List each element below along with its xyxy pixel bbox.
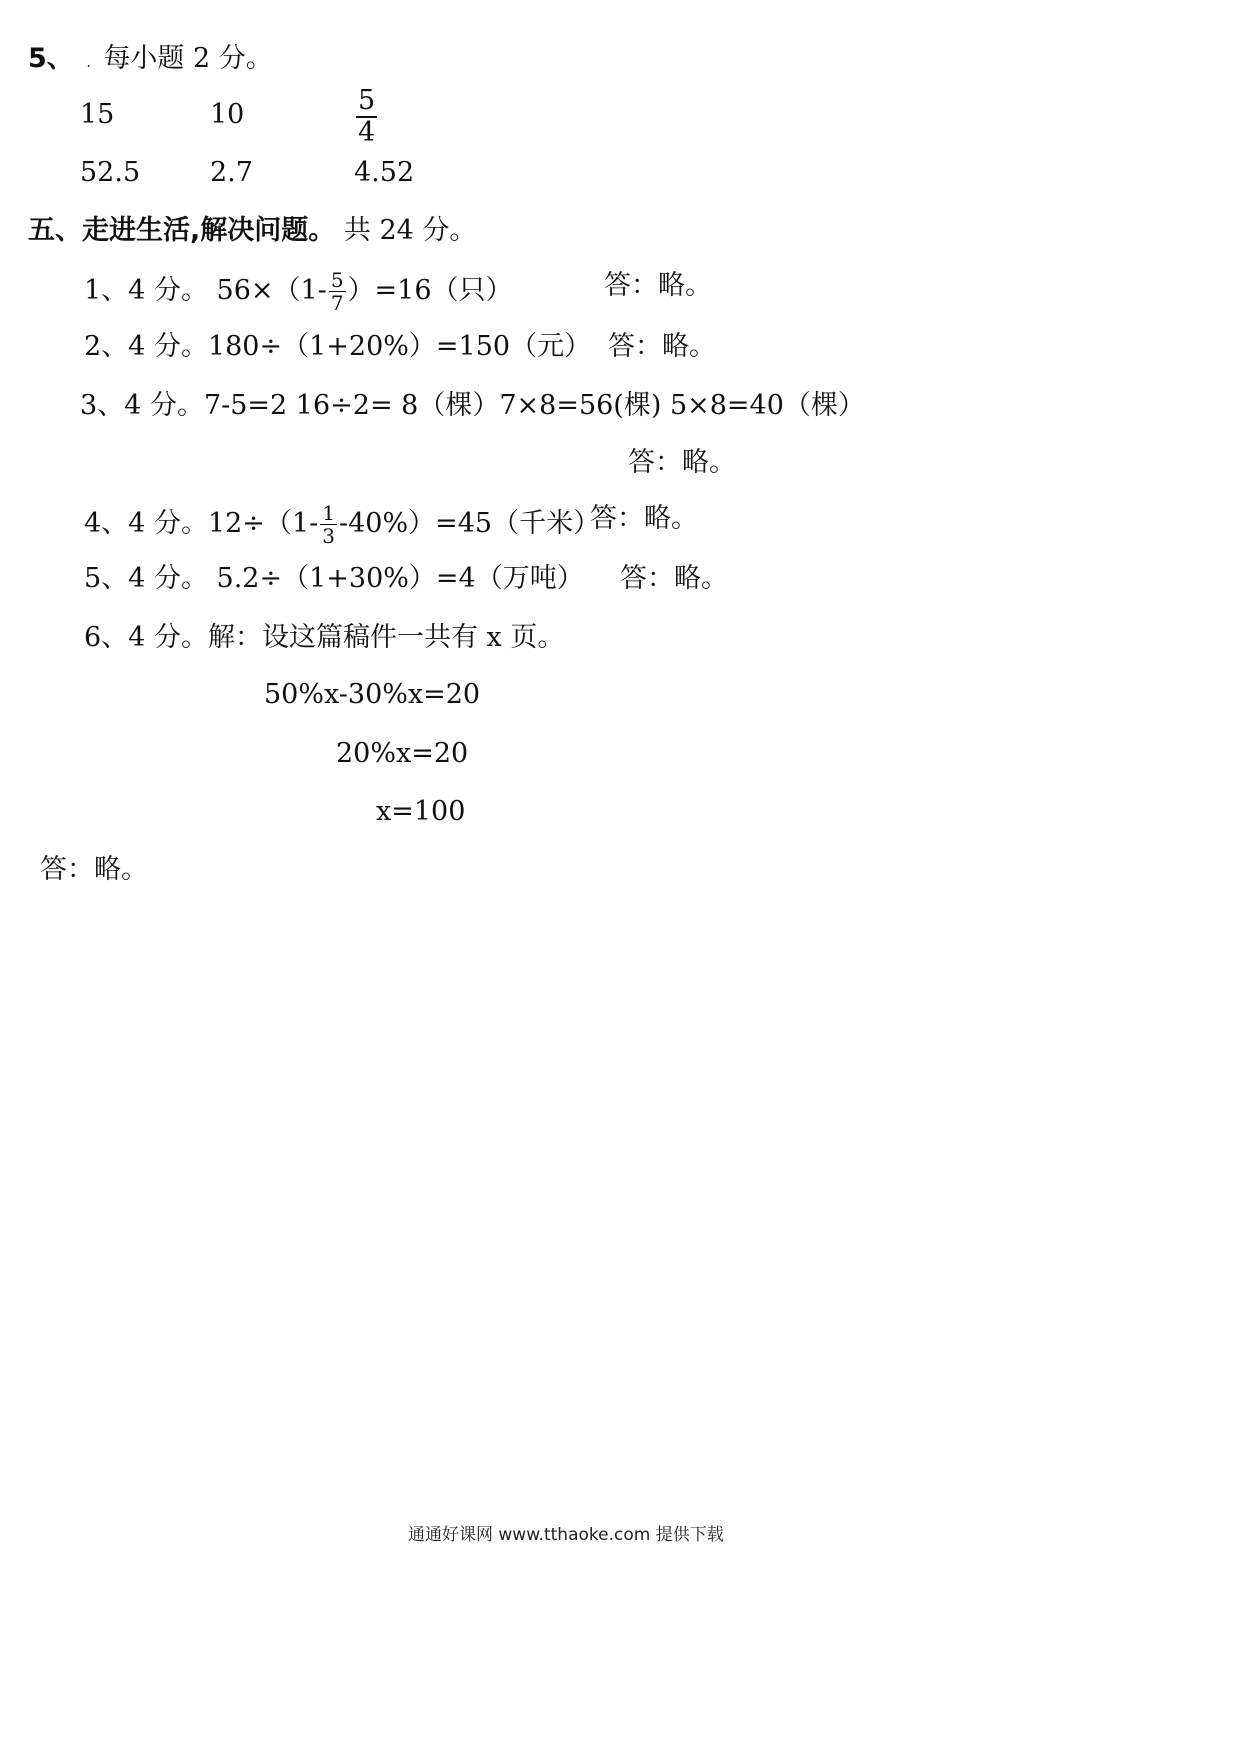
section-title-rest: 共 24 分。 (343, 215, 477, 246)
part5-row2-a: 52.5 (80, 157, 141, 188)
part5-row2-b: 2.7 (210, 157, 253, 188)
part5-dot: . (86, 55, 91, 71)
q1-fraction-numerator: 5 (330, 268, 344, 292)
q1-fraction (329, 269, 346, 314)
q1-suffix: ）=16（只） (347, 275, 513, 306)
question-1 (84, 269, 513, 314)
q4-fraction (320, 502, 337, 547)
q4-prefix: 4、4 分。12÷（1- (84, 508, 319, 539)
q2-answer: 答：略。 (608, 331, 716, 362)
question-6: 6、4 分。解：设这篇稿件一共有 x 页。 (84, 622, 565, 653)
section-title (28, 214, 476, 248)
q6-equation-2: 20%x=20 (336, 738, 469, 769)
q4-fraction-denominator: 3 (322, 524, 335, 548)
footer-text: 通通好课网 www.tthaoke.com 提供下载 (408, 1525, 724, 1545)
q4-answer: 答：略。 (590, 503, 698, 534)
q6-equation-3: x=100 (376, 796, 466, 827)
part5-fraction-denominator: 4 (358, 117, 376, 148)
question-3: 3、4 分。7-5=2 16÷2= 8（棵）7×8=56(棵) 5×8=40（棵） (80, 390, 865, 421)
part5-row1-a: 15 (80, 99, 115, 130)
q1-answer: 答：略。 (604, 270, 712, 301)
q1-prefix: 1、4 分。 56×（1- (84, 275, 327, 306)
question-4 (84, 502, 600, 547)
q1-fraction-denominator: 7 (330, 291, 344, 315)
section-title-bold: 五、走进生活,解决问题。 (28, 215, 336, 246)
part5-fraction-numerator: 5 (358, 85, 376, 116)
q6-answer: 答：略。 (40, 854, 148, 885)
part5-row2-c: 4.52 (354, 157, 415, 188)
q5-answer: 答：略。 (620, 563, 728, 594)
part5-row1-fraction (354, 86, 379, 148)
q6-equation-1: 50%x-30%x=20 (264, 679, 481, 710)
part5-row1-b: 10 (210, 99, 245, 130)
q4-suffix: -40%）=45（千米） (338, 508, 601, 539)
part5-number: 5、 (28, 43, 74, 74)
q3-answer: 答：略。 (628, 447, 736, 478)
question-2: 2、4 分。180÷（1+20%）=150（元） (84, 331, 592, 362)
q4-fraction-numerator: 1 (322, 501, 335, 525)
question-5: 5、4 分。 5.2÷（1+30%）=4（万吨） (84, 563, 584, 594)
part5-description: 每小题 2 分。 (103, 43, 273, 74)
part5-heading (28, 42, 273, 80)
